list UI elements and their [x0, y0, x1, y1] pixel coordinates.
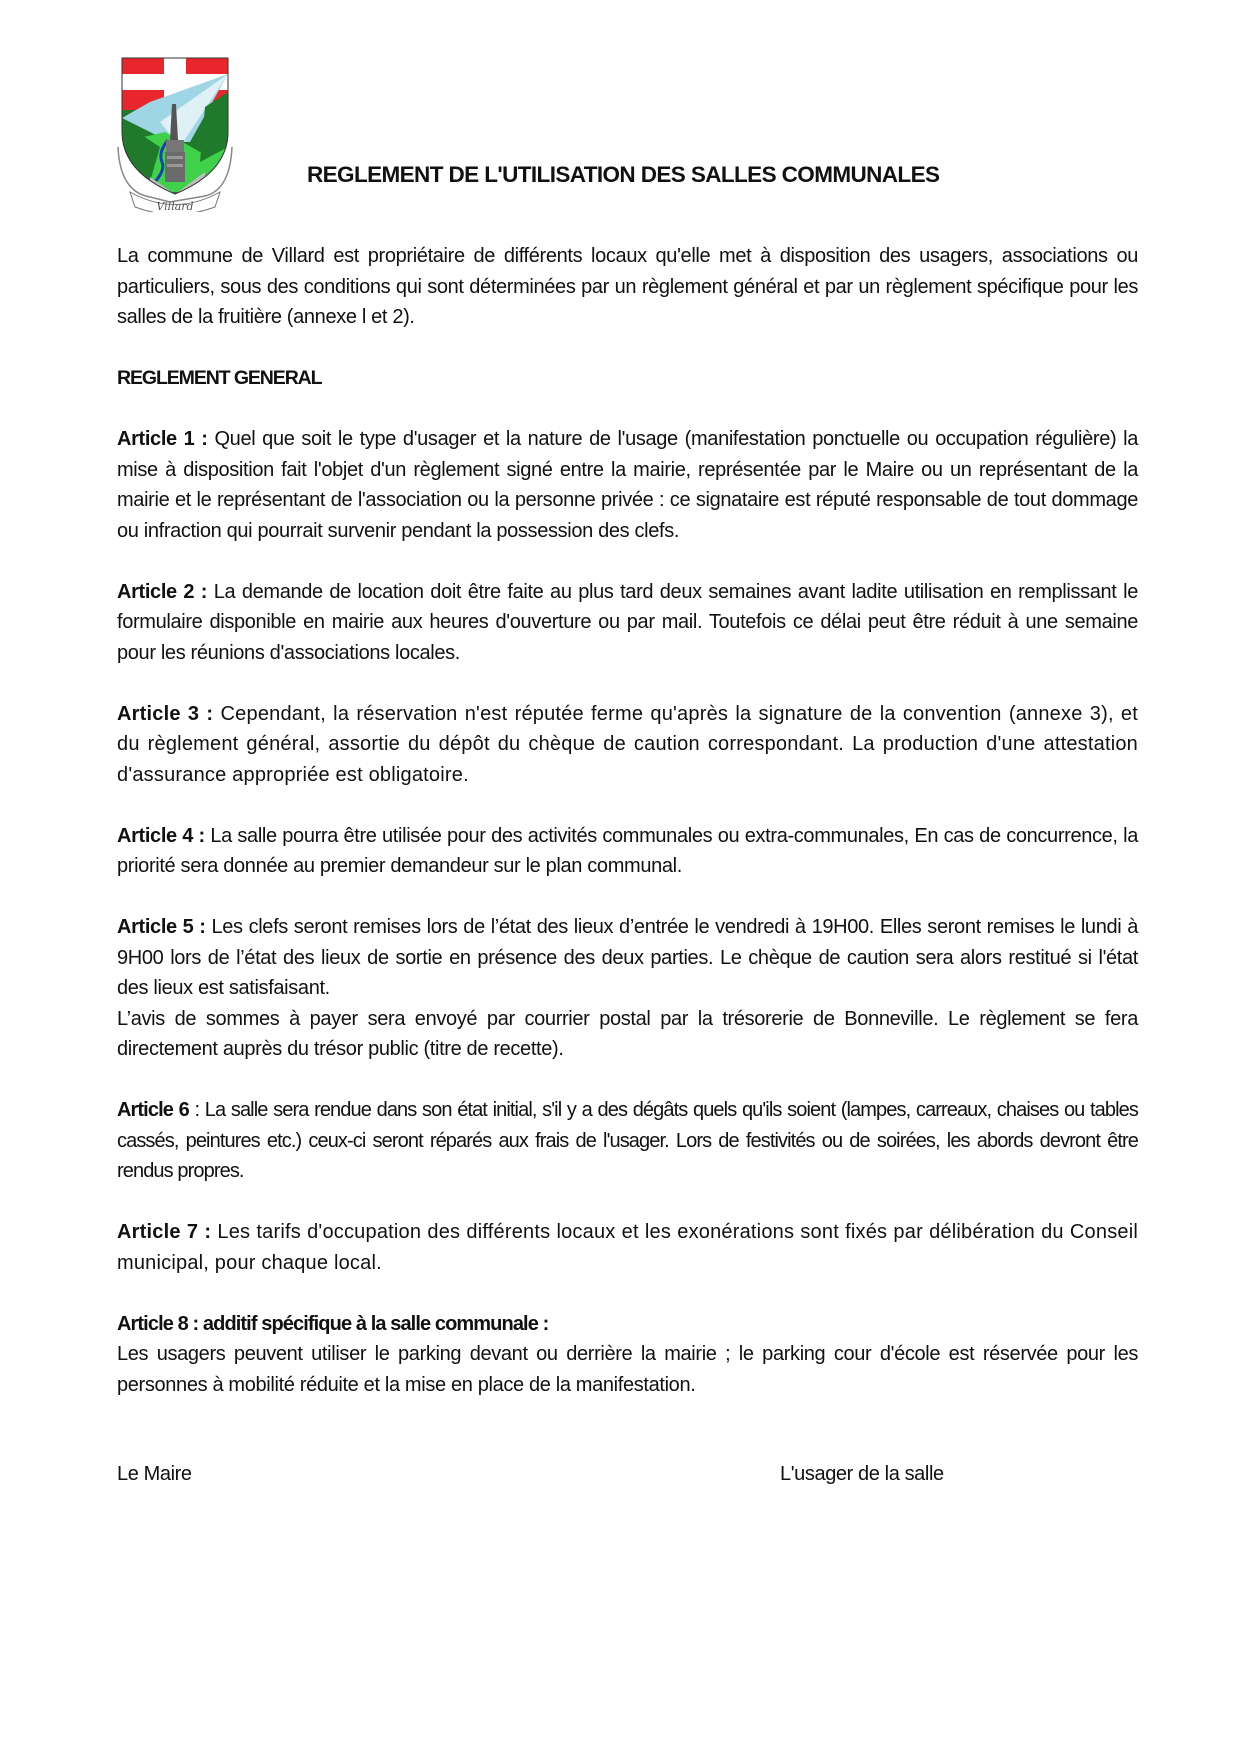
article-7: [117, 1217, 1138, 1278]
article-label: Article 2 :: [117, 580, 208, 603]
article-5: [117, 912, 1138, 1065]
article-text: Les tarifs d'occupation des différents locaux et les exonérations sont fixés par délibération du Conseil municipal, pour chaque local.: [117, 1221, 1139, 1274]
article-text-continued: L’avis de sommes à payer sera envoyé par courrier postal par la trésorerie de Bonneville. Le règlement se fera directement auprès du trésor public (titre de recette).: [117, 1007, 1138, 1060]
article-6: [117, 1095, 1138, 1187]
article-1: [117, 424, 1138, 546]
coat-of-arms-logo: [110, 52, 240, 212]
article-text: Cependant, la réservation n'est réputée ferme qu'après la signature de la convention (annexe 3), et du règlement général, assortie du dépôt du chèque de caution correspondant. La production d'une attestation d'assurance appropriée est obligatoire.: [117, 702, 1139, 786]
document-body: [117, 241, 1138, 1431]
article-label: Article 1 :: [117, 428, 208, 450]
article-3: [117, 699, 1138, 791]
article-text: : La salle sera rendue dans son état initial, s'il y a des dégâts quels qu'ils soient (lampes, carreaux, chaises ou tables cassés, peintures etc.) ceux-ci seront réparés aux frais de l'usager. Lors de festivités ou de soirées, les abords devront être rendus propres.: [117, 1099, 1138, 1182]
shield-icon: [110, 52, 240, 212]
section-heading: REGLEMENT GENERAL: [117, 367, 322, 389]
article-label: Article 7 :: [117, 1221, 212, 1243]
article-text: Les usagers peuvent utiliser le parking devant ou derrière la mairie ; le parking cour d'école est réservée pour les personnes à mobilité réduite et la mise en place de la manifestation.: [117, 1343, 1138, 1396]
intro-paragraph: La commune de Villard est propriétaire de différents locaux qu'elle met à disposition des usagers, associations ou particuliers, sous des conditions qui sont déterminées par un règlement général et par un règlement spécifique pour les salles de la fruitière (annexe l et 2).: [117, 245, 1138, 328]
document-title: REGLEMENT DE L'UTILISATION DES SALLES COMMUNALES: [307, 162, 940, 187]
article-label: Article 4 :: [117, 824, 205, 847]
article-label: Article 5 :: [117, 916, 206, 938]
article-text: La salle pourra être utilisée pour des activités communales ou extra-communales, En cas de concurrence, la priorité sera donnée au premier demandeur sur le plan communal.: [117, 824, 1138, 877]
signature-mayor: Le Maire: [117, 1463, 192, 1485]
article-label: Article 6: [117, 1099, 189, 1121]
article-2: [117, 577, 1138, 669]
article-text: Quel que soit le type d'usager et la nature de l'usage (manifestation ponctuelle ou occupation régulière) la mise à disposition fait l'objet d'un règlement signé entre la mairie, représentée par le Maire ou un représentant de la mairie et le représentant de l'association ou la personne privée : ce signataire est réputé responsable de tout dommage ou infraction qui pourrait survenir pendant la possession des clefs.: [117, 428, 1138, 542]
article-4: [117, 821, 1138, 882]
article-text: Les clefs seront remises lors de l’état des lieux d’entrée le vendredi à 19H00. Elles seront remises le lundi à 9H00 lors de l’état des lieux de sortie en présence des deux parties. Le chèque de caution sera alors restitué si l'état des lieux est satisfaisant.: [117, 916, 1138, 999]
article-label: Article 3 :: [117, 702, 214, 725]
article-8: [117, 1309, 1138, 1401]
article-label: Article 8 : additif spécifique à la salle communale :: [117, 1312, 549, 1335]
signature-user: L'usager de la salle: [780, 1463, 944, 1485]
logo-caption: Villard: [156, 200, 194, 212]
article-text: La demande de location doit être faite au plus tard deux semaines avant ladite utilisation en remplissant le formulaire disponible en mairie aux heures d'ouverture ou par mail. Toutefois ce délai peut être réduit à une semaine pour les réunions d'associations locales.: [117, 580, 1138, 664]
